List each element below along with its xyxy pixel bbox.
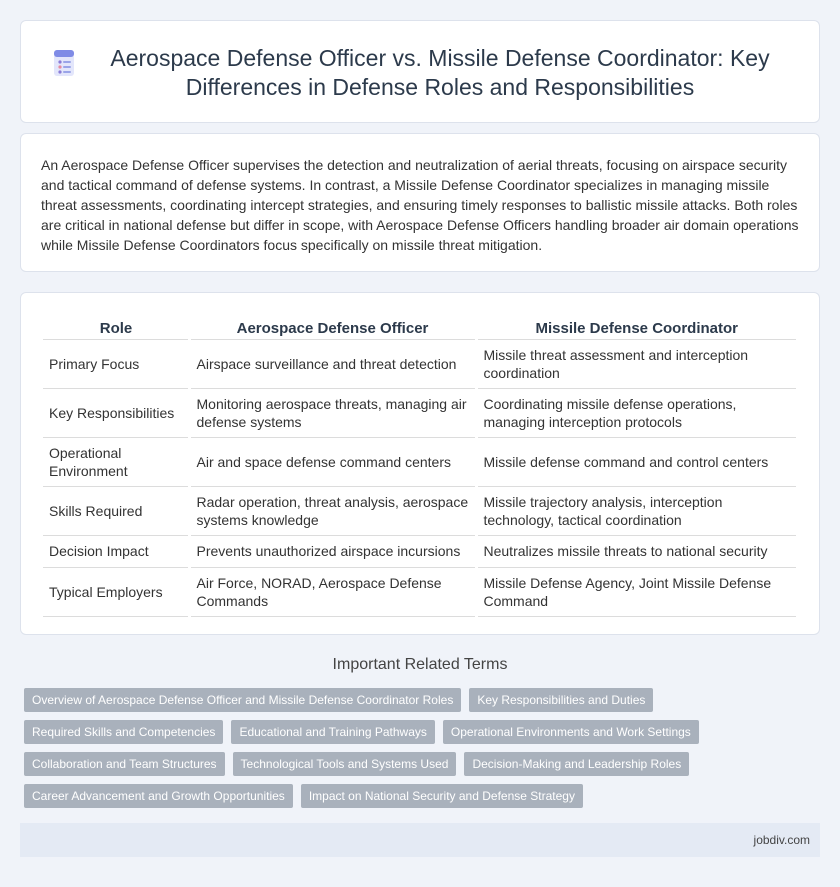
row-role: Skills Required xyxy=(43,486,189,535)
intro-paragraph: An Aerospace Defense Officer supervises the detection and neutralization of aerial threats, focusing on airspace security and tactical command of defense systems. In contrast, a Missile Defense Coordinator specializes in managing missile threat assessments, coordinating intercept strategies, and ensuring timely responses to ballistic missile attacks. Both roles are critical in national defense but differ in scope, with Aerospace Defense Officers handling broader air domain operations while Missile Defense Coordinators focus specifically on missile threat mitigation. xyxy=(41,157,799,253)
related-term-tag[interactable]: Collaboration and Team Structures xyxy=(24,752,225,776)
header-aerospace: Aerospace Defense Officer xyxy=(189,313,476,339)
row-missile: Missile threat assessment and interception coordination xyxy=(476,339,798,388)
table-row xyxy=(43,567,798,616)
row-missile: Missile trajectory analysis, interception technology, tactical coordination xyxy=(476,486,798,535)
row-role: Decision Impact xyxy=(43,535,189,567)
row-missile: Coordinating missile defense operations, managing interception protocols xyxy=(476,388,798,437)
row-role: Operational Environment xyxy=(43,437,189,486)
related-terms-title: Important Related Terms xyxy=(332,656,508,673)
comparison-card xyxy=(20,292,820,635)
related-term-tag[interactable]: Technological Tools and Systems Used xyxy=(233,752,457,776)
header-card xyxy=(20,20,820,123)
related-term-tag[interactable]: Overview of Aerospace Defense Officer and Missile Defense Coordinator Roles xyxy=(24,688,461,712)
related-term-tag[interactable]: Required Skills and Competencies xyxy=(24,720,223,744)
table-row xyxy=(43,486,798,535)
table-row xyxy=(43,388,798,437)
row-missile: Neutralizes missile threats to national security xyxy=(476,535,798,567)
row-aerospace: Monitoring aerospace threats, managing air defense systems xyxy=(189,388,476,437)
header-missile: Missile Defense Coordinator xyxy=(476,313,798,339)
related-term-tag[interactable]: Educational and Training Pathways xyxy=(231,720,434,744)
header-role: Role xyxy=(43,313,189,339)
related-term-tag[interactable]: Impact on National Security and Defense Strategy xyxy=(301,784,583,808)
page-title: Aerospace Defense Officer vs. Missile Defense Coordinator: Key Differences in Defense Roles and Responsibilities xyxy=(110,45,770,100)
footer xyxy=(20,823,820,857)
row-role: Typical Employers xyxy=(43,567,189,616)
footer-site-link[interactable]: jobdiv.com xyxy=(753,833,810,847)
row-aerospace: Prevents unauthorized airspace incursions xyxy=(189,535,476,567)
table-row xyxy=(43,535,798,567)
comparison-table xyxy=(43,313,799,617)
related-term-tag[interactable]: Decision-Making and Leadership Roles xyxy=(464,752,689,776)
related-term-tag[interactable]: Career Advancement and Growth Opportunities xyxy=(24,784,293,808)
intro-card xyxy=(20,133,820,272)
row-missile: Missile defense command and control centers xyxy=(476,437,798,486)
table-header-row xyxy=(43,313,798,339)
row-role: Key Responsibilities xyxy=(43,388,189,437)
row-aerospace: Air Force, NORAD, Aerospace Defense Commands xyxy=(189,567,476,616)
table-row xyxy=(43,339,798,388)
row-missile: Missile Defense Agency, Joint Missile Defense Command xyxy=(476,567,798,616)
related-term-tag[interactable]: Key Responsibilities and Duties xyxy=(469,688,653,712)
row-aerospace: Airspace surveillance and threat detection xyxy=(189,339,476,388)
row-aerospace: Air and space defense command centers xyxy=(189,437,476,486)
table-row xyxy=(43,437,798,486)
related-terms-list xyxy=(24,688,814,808)
row-role: Primary Focus xyxy=(43,339,189,388)
document-icon xyxy=(51,48,77,78)
row-aerospace: Radar operation, threat analysis, aerospace systems knowledge xyxy=(189,486,476,535)
related-term-tag[interactable]: Operational Environments and Work Settings xyxy=(443,720,699,744)
